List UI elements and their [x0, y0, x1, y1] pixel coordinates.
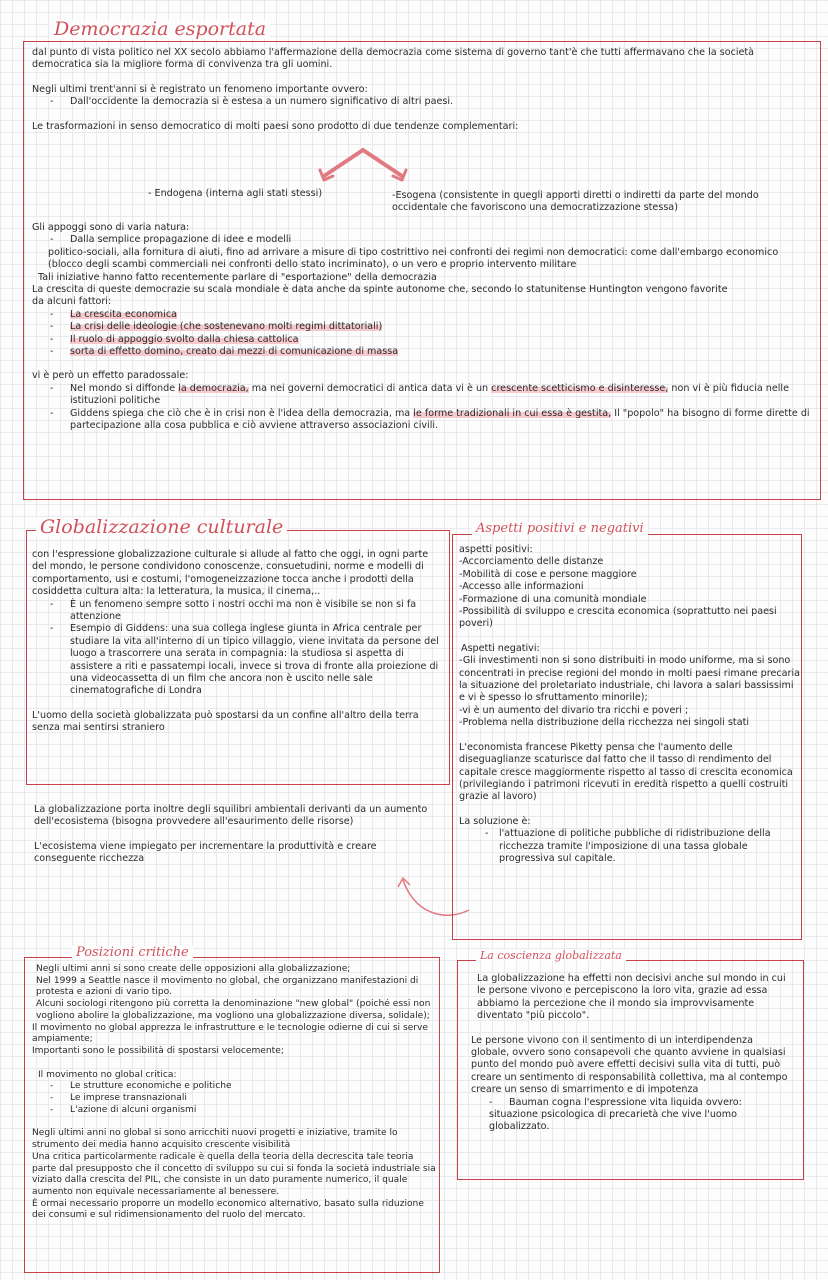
paragraph: L'ecosistema viene impiegato per incrementare la produttività e creare [34, 840, 377, 852]
list-item: - L'azione di alcuni organismi [32, 1105, 436, 1117]
list-item: -Accorciamento delle distanze [459, 556, 604, 568]
bullet-item: - Giddens spiega che ciò che è in crisi non è l'idea della democrazia, ma le forme tradizionali in cui essa è gestita, Il "popolo" ha bisogno di forme dirette di partecipazione alla cosa pubblica e ciò avviene attraverso associazioni civili. [32, 408, 812, 433]
paragraph: La globalizzazione ha effetti non decisivi anche sul mondo in cui le persone vivono e percepiscono la loro vita, grazie ad essa abbiamo la percezione che il mondo sia improvvisamente diventato "più piccolo". [477, 973, 786, 1022]
paragraph: Tali iniziative hanno fatto recentemente parlare di "esportazione" della democrazia [38, 271, 437, 283]
paragraph: Il movimento no global apprezza le infrastrutture e le tecnologie odierne di cui si serve ampiamente; [32, 1022, 429, 1045]
bullet-item: - Bauman cogna l'espressione vita liquida ovvero: [471, 1097, 793, 1109]
bullet-item: - Dalla semplice propagazione di idee e modelli [32, 234, 812, 246]
bullet-item: - Dall'occidente la democrazia si è estesa a un numero significativo di altri paesi. [32, 96, 812, 108]
paragraph: conseguente ricchezza [34, 853, 145, 865]
list-item: - Le strutture economiche e politiche [32, 1081, 436, 1093]
paragraph: L'uomo della società globalizzata può spostarsi da un confine all'altro della terra senza mai sentirsi straniero [32, 709, 419, 734]
paragraph: Aspetti negativi: [461, 642, 540, 654]
factor-item: - sorta di effetto domino, creato dai mezzi di comunicazione di massa [32, 346, 812, 358]
paragraph: dal punto di vista politico nel XX secolo abbiamo l'affermazione della democrazia come sistema di governo tant'è che tutti affermavano che la società democratica sia la migliore forma di convivenza tra gli uomini. [32, 47, 755, 71]
section-democrazia-text-2 [32, 222, 812, 433]
list-item: -Accesso alle informazioni [459, 581, 584, 593]
paragraph: politico-sociali, alla fornitura di aiuti, fino ad arrivare a misure di tipo costrittivo nei confronti dei regimi non democratici: come dall'embargo economico (blocco degli scambi commerciali nei confronti dello stato incriminato), o un vero e proprio intervento militare [48, 246, 779, 271]
paragraph: Gli appoggi sono di varia natura: [32, 222, 190, 233]
paragraph: Le persone vivono con il sentimento di un interdipendenza globale, ovvero sono consapevoli che quanto avviene in qualsiasi punto del mondo può avere effetti decisivi sulla vita di tutti, può creare un sentimento di responsabilità collettiva, ma al contempo creare un senso di smarrimento e di impotenza [471, 1034, 788, 1096]
endogena-label: - Endogena (interna agli stati stessi) [148, 188, 323, 199]
paragraph: Alcuni sociologi ritengono più corretta la denominazione "new global" (poiché essi non vogliono abolire la globalizzazione, ma vogliono una globalizzazione diversa, solidale); [36, 999, 431, 1021]
paragraph: Il movimento no global critica: [38, 1069, 177, 1080]
paragraph: La globalizzazione porta inoltre degli squilibri ambientali derivanti da un aumento dell'ecosistema (bisogna provvedere all'esaurimento delle risorse) [34, 804, 428, 828]
bullet-item: - Nel mondo si diffonde la democrazia, ma nei governi democratici di antica data vi è un crescente scetticismo e disinteresse, non vi è più fiducia nelle istituzioni politiche [32, 383, 812, 408]
list-item: -Problema nella distribuzione della ricchezza nei singoli stati [459, 717, 749, 729]
bullet-item: - l'attuazione di politiche pubbliche di ridistribuzione della ricchezza tramite l'imposizione di una tassa globale progressiva sul capitale. [459, 828, 801, 865]
section-aspetti-text [459, 544, 801, 865]
paragraph: con l'espressione globalizzazione culturale si allude al fatto che oggi, in ogni parte del mondo, le persone condividono conoscenze, consuetudini, norme e modelli di comportamento, usi e costumi, l'omogeneizzazione tocca anche i prodotti della cosiddetta cultura alta: la letteratura, la musica, il cinema,.. [32, 549, 429, 598]
section-posizioni-title: Posizioni critiche [72, 946, 193, 959]
paragraph: Nel 1999 a Seattle nasce il movimento no global, che organizzano manifestazioni di protesta e azioni di vario tipo. [36, 975, 419, 998]
bullet-item: - Esempio di Giddens: una sua collega inglese giunta in Africa centrale per studiare la vita all'interno di un tipico villaggio, viene invitata da persone del luogo a trascorrere una serata in compagnia: la studiosa si aspetta di assistere a riti e passatempi locali, invece si trova di fronte alla proiezione di una videocassetta di un film che ancora non è uscito nelle sale cinematografiche di Londra [32, 623, 444, 697]
paragraph: Importanti sono le possibilità di spostarsi velocemente; [32, 1045, 284, 1056]
list-item: - Le imprese transnazionali [32, 1093, 436, 1105]
list-item: -Formazione di una comunità mondiale [459, 593, 647, 605]
esogena-label: -Esogena (consistente in quegli apporti diretti o indiretti da parte del mondo occidentale che favoriscono una democratizzazione stessa) [392, 190, 759, 214]
paragraph: aspetti positivi: [459, 544, 533, 555]
branch-arrows [318, 148, 408, 184]
paragraph: vi è però un effetto paradossale: [32, 370, 189, 382]
paragraph: Negli ultimi anni si sono create delle opposizioni alla globalizzazione; [36, 964, 351, 974]
section-globalizzazione-title: Globalizzazione culturale [36, 518, 287, 537]
paragraph: situazione psicologica di precarietà che vive l'uomo globalizzato. [489, 1109, 738, 1133]
paragraph: Le trasformazioni in senso democratico di molti paesi sono prodotto di due tendenze complementari: [32, 120, 519, 132]
list-item: -Mobilità di cose e persone maggiore [459, 568, 637, 580]
bullet-item: - È un fenomeno sempre sotto i nostri occhi ma non è visibile se non si fa attenzione [32, 599, 444, 624]
paragraph: Negli ultimi trent'anni si è registrato un fenomeno importante ovvero: [32, 83, 368, 95]
section-aspetti-title: Aspetti positivi e negativi [472, 522, 648, 535]
paragraph: L'economista francese Piketty pensa che l'aumento delle diseguaglianze scaturisce dal fatto che il tasso di rendimento del capitale cresce maggiormente rispetto al tasso di crescita economica (privilegiando i patrimoni ricevuti in eredità rispetto a quelli costruiti grazie al lavoro) [459, 741, 793, 803]
list-item: -vi è un aumento del divario tra ricchi e poveri ; [459, 704, 689, 716]
list-item: -Gli investimenti non si sono distribuiti in modo uniforme, ma si sono concentrati in precise regioni del mondo in molti paesi rimane precaria la situazione del proletariato industriale, chi lavora a salari bassissimi e vi è spesso lo sfruttamento minorile); [459, 655, 800, 704]
list-item: -Possibilità di sviluppo e crescita economica (soprattutto nei paesi poveri) [459, 606, 777, 630]
paragraph: Negli ultimi anni no global si sono arricchiti nuovi progetti e iniziative, tramite lo strumento dei media hanno acquisito crescente visibilità [32, 1128, 398, 1151]
paragraph: La soluzione è: [459, 815, 531, 827]
paragraph: È ormai necessario proporre un modello economico alternativo, basato sulla riduzione dei consumi e sul ridimensionamento del ruolo del mercato. [32, 1198, 424, 1221]
section-democrazia-text [32, 47, 812, 133]
paragraph: da alcuni fattori: [32, 296, 112, 308]
paragraph: Una critica particolarmente radicale è quella della teoria della decrescita tale teoria parte dal presupposto che il concetto di sviluppo su cui si fonda la società industriale sia viziato dalla crescita del PIL, che consiste in un dato puramente numerico, il quale aumento non equivale necessariamente al benessere. [32, 1151, 436, 1197]
section-posizioni-text [32, 964, 436, 1222]
ecosistema-text [34, 804, 442, 866]
factor-item: - La crescita economica [32, 309, 812, 321]
factor-item: - La crisi delle ideologie (che sostenevano molti regimi dittatoriali) [32, 321, 812, 333]
section-globalizzazione-text [32, 549, 444, 735]
factor-item: - Il ruolo di appoggio svolto dalla chiesa cattolica [32, 334, 812, 346]
section-coscienza-title: La coscienza globalizzata [476, 950, 626, 961]
section-democrazia-title: Democrazia esportata [50, 20, 270, 39]
section-coscienza-text [471, 973, 793, 1134]
paragraph: La crescita di queste democrazie su scala mondiale è data anche da spinte autonome che, secondo lo statunitense Huntington vengono favorite [32, 284, 728, 296]
